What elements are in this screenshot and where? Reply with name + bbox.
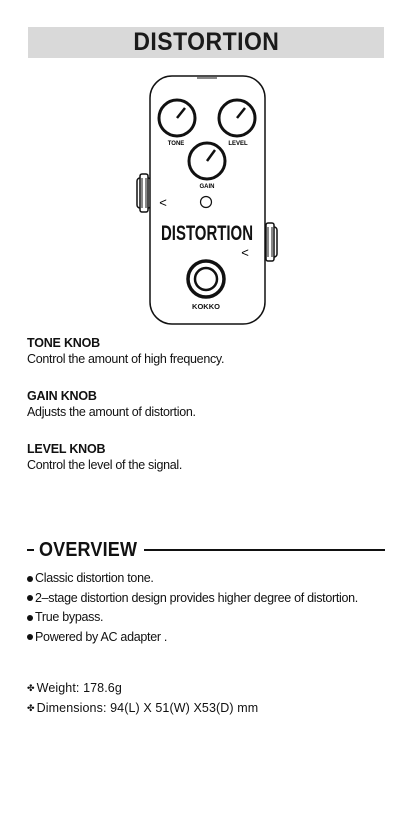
title-bar [28, 27, 384, 58]
page-title: DISTORTION [132, 28, 280, 56]
output-arrow-icon: < [241, 245, 249, 260]
overview-list [27, 569, 358, 647]
section-description: Control the level of the signal. [27, 458, 183, 472]
tone-knob-section [27, 335, 224, 367]
brand-logo: KOKKO [192, 302, 220, 311]
weight-spec: ✤ Weight: 178.6g [27, 681, 122, 695]
tone-label: TONE [167, 141, 185, 147]
bullet-icon [27, 576, 33, 582]
bullet-icon [27, 634, 33, 640]
section-title: LEVEL KNOB [27, 442, 106, 456]
pedal-logo: DISTORTION [161, 222, 253, 245]
bullet-icon [27, 595, 33, 601]
overview-title: OVERVIEW [39, 538, 138, 561]
dimensions-spec: ✤ Dimensions: 94(L) X 51(W) X53(D) mm [27, 701, 259, 715]
footswitch [188, 261, 224, 297]
gain-knob [189, 143, 225, 179]
section-title: GAIN KNOB [27, 389, 97, 403]
input-arrow-icon: < [159, 195, 167, 210]
section-description: Control the amount of high frequency. [27, 352, 225, 366]
section-title: TONE KNOB [27, 336, 100, 350]
list-item: Powered by AC adapter . [27, 628, 358, 648]
divider [144, 549, 385, 551]
specifications [27, 679, 258, 719]
section-description: Adjusts the amount of distortion. [27, 405, 196, 419]
pedal-illustration [134, 72, 280, 328]
level-knob-section [27, 441, 182, 473]
bullet-icon [27, 615, 33, 621]
input-jack [137, 174, 151, 212]
level-knob [219, 100, 255, 136]
list-item: 2–stage distortion design provides higher degree of distortion. [27, 589, 358, 609]
gain-label: GAIN [199, 184, 215, 190]
heading-dash [27, 549, 34, 551]
led-indicator [201, 197, 212, 208]
level-label: LEVEL [228, 141, 248, 147]
list-item: Classic distortion tone. [27, 569, 358, 589]
tone-knob [159, 100, 195, 136]
overview-heading [27, 538, 385, 562]
gain-knob-section [27, 388, 196, 420]
cross-icon: ✤ [27, 683, 35, 693]
list-item: True bypass. [27, 608, 358, 628]
cross-icon: ✤ [27, 703, 35, 713]
